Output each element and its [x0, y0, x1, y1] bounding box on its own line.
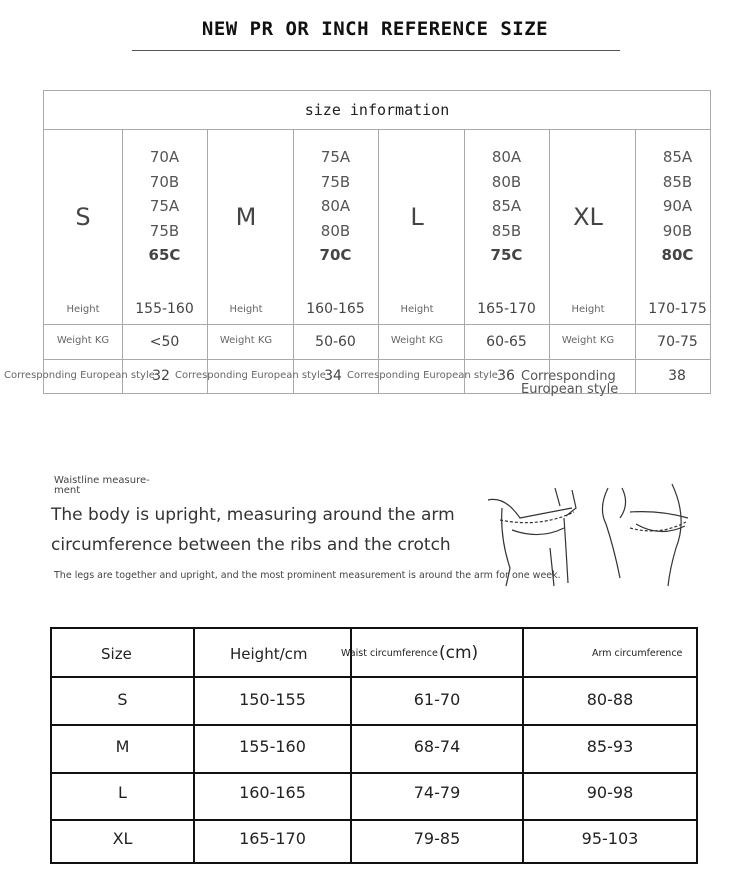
table-cell-height: 160-165	[239, 783, 306, 802]
cup-size: 75C	[490, 246, 523, 265]
euro-value-l: 36	[497, 368, 515, 384]
weight-value-s: <50	[149, 334, 180, 350]
side-figure	[602, 484, 688, 586]
table-cell-arm: 90-98	[586, 783, 634, 802]
height-label: Height	[66, 304, 100, 315]
description-line: The body is upright, measuring around the arm	[51, 505, 455, 525]
column-header-waist-unit: (cm)	[439, 643, 479, 663]
cup-list-xl	[635, 145, 720, 268]
cup-size: 70A	[149, 148, 180, 166]
cup-size: 80A	[320, 197, 351, 216]
cup-size: 80B	[320, 221, 351, 240]
euro-value-xl: 38	[668, 368, 686, 384]
table-cell-height: 150-155	[239, 690, 306, 709]
row-divider	[52, 772, 696, 774]
table-cell-arm: 85-93	[586, 737, 634, 756]
height-value-l: 165-170	[477, 301, 536, 317]
euro-style-label: Corresponding European style	[175, 370, 326, 381]
description-line: circumference between the ribs and the crotch	[51, 535, 451, 555]
euro-value-s: 32	[152, 368, 170, 384]
column-header-height: Height/cm	[230, 645, 308, 663]
cup-size: 90A	[662, 197, 693, 216]
euro-style-label: Corresponding European style	[521, 369, 619, 397]
table-cell-arm: 80-88	[586, 690, 634, 709]
size-information-table	[4, 90, 711, 397]
weight-label: Weight KG	[219, 335, 273, 346]
weight-label: Weight KG	[561, 335, 615, 346]
cup-size: 75B	[320, 172, 351, 191]
size-label-xl: XL	[573, 203, 603, 231]
waistline-note: The legs are together and upright, and the most prominent measurement is around the arm for one week.	[54, 570, 561, 581]
table-cell-height: 165-170	[239, 829, 306, 848]
table-cell-height: 155-160	[239, 737, 306, 756]
column-header-arm: Arm circumference	[592, 648, 683, 659]
column-header-waist: Waist circumference	[341, 648, 438, 659]
row-divider	[44, 324, 710, 325]
row-divider	[52, 724, 696, 726]
cup-size: 70B	[149, 172, 180, 191]
column-divider	[207, 130, 208, 393]
height-label: Height	[229, 304, 263, 315]
size-label-l: L	[410, 203, 424, 231]
height-label: Height	[571, 304, 605, 315]
cup-size: 85A	[662, 148, 693, 166]
column-divider	[549, 130, 550, 393]
size-label-s: S	[75, 203, 91, 231]
table-cell-size: L	[118, 783, 127, 802]
cup-size: 80B	[491, 172, 522, 191]
euro-style-label: Corresponding European style	[4, 370, 155, 381]
cup-list-l	[464, 145, 549, 268]
measurement-table	[50, 627, 698, 864]
column-divider	[378, 130, 379, 393]
row-divider	[44, 359, 710, 360]
waistline-title: Waistline measure-ment	[54, 475, 150, 496]
height-value-s: 155-160	[135, 301, 194, 317]
cup-size: 85A	[491, 197, 522, 216]
cup-size: 75A	[320, 148, 351, 166]
page-title: NEW PR OR INCH REFERENCE SIZE	[201, 18, 549, 40]
weight-label: Weight KG	[56, 335, 110, 346]
weight-label: Weight KG	[390, 335, 444, 346]
title-underline	[132, 50, 620, 51]
table-cell-waist: 61-70	[413, 690, 461, 709]
cup-size: 90B	[662, 221, 693, 240]
cup-list-m	[293, 145, 378, 268]
cup-size: 65C	[148, 246, 181, 265]
height-label: Height	[400, 304, 434, 315]
cup-size: 75B	[149, 221, 180, 240]
column-header-size: Size	[101, 645, 132, 663]
table-cell-arm: 95-103	[581, 829, 639, 848]
cup-size: 80A	[491, 148, 522, 166]
cup-size: 70C	[319, 246, 352, 265]
size-label-m: M	[235, 203, 257, 231]
height-value-xl: 170-175	[648, 301, 707, 317]
table-cell-size: M	[115, 737, 130, 756]
weight-value-m: 50-60	[315, 334, 356, 350]
cup-size: 80C	[661, 246, 694, 265]
euro-style-label: Corresponding European style	[347, 370, 498, 381]
cup-list-s	[122, 145, 207, 268]
euro-value-m: 34	[324, 368, 342, 384]
height-value-m: 160-165	[306, 301, 365, 317]
row-divider	[52, 676, 696, 678]
table-cell-size: S	[117, 690, 128, 709]
row-divider	[52, 819, 696, 821]
waistline-description	[51, 500, 471, 560]
table-cell-waist: 74-79	[413, 783, 461, 802]
table-cell-waist: 68-74	[413, 737, 461, 756]
table-cell-size: XL	[112, 829, 133, 848]
table-cell-waist: 79-85	[413, 829, 461, 848]
cup-size: 85B	[662, 172, 693, 191]
weight-value-l: 60-65	[486, 334, 527, 350]
front-figure	[488, 488, 576, 586]
cup-size: 85B	[491, 221, 522, 240]
cup-size: 75A	[149, 197, 180, 216]
weight-value-xl: 70-75	[657, 334, 698, 350]
table-caption: size information	[44, 91, 710, 130]
measurement-figure-illustration	[480, 478, 690, 588]
